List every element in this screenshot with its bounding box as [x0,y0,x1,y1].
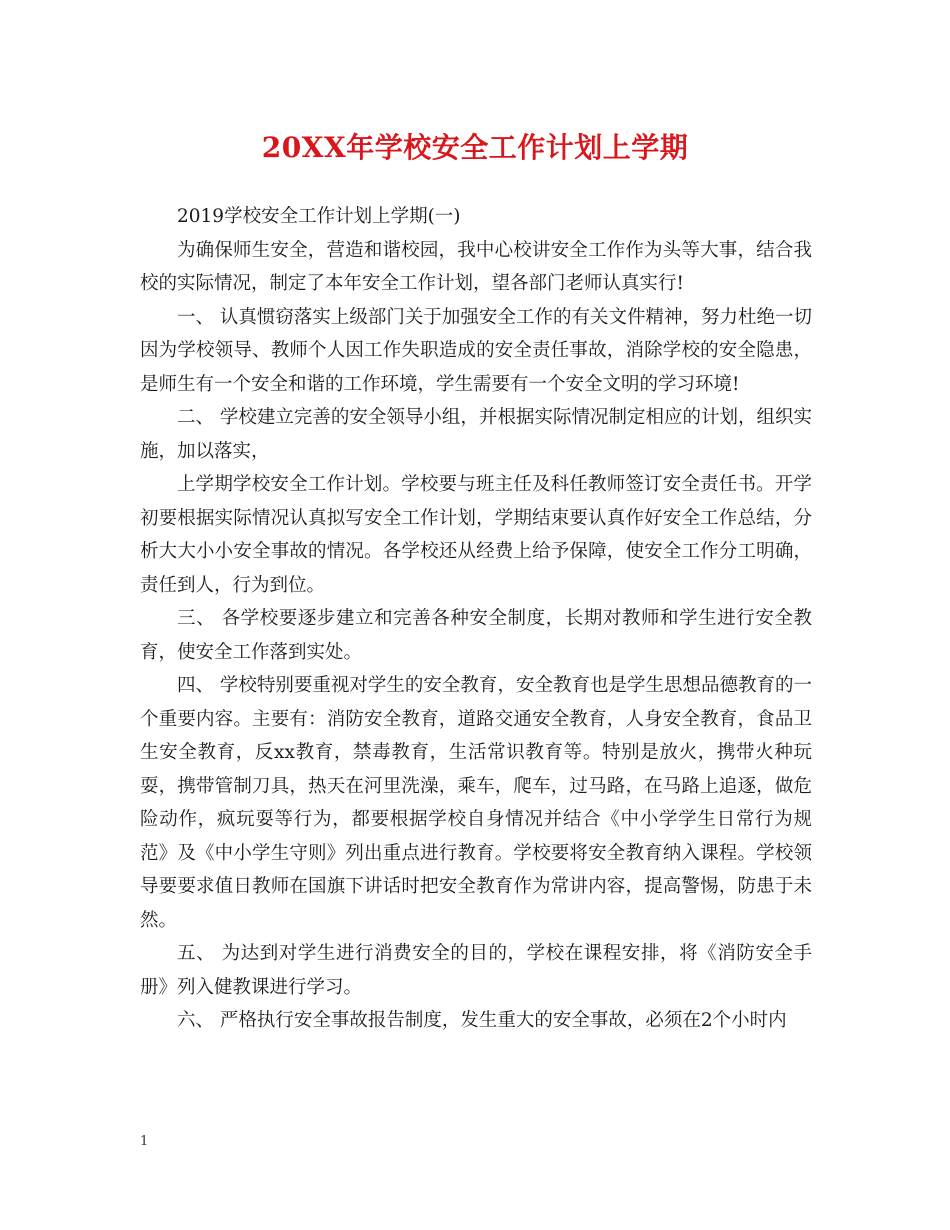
paragraph-item-5: 五、 为达到对学生进行消费安全的目的，学校在课程安排，将《消防安全手册》列入健教课进行学习。 [140,943,812,998]
paragraph-item-1: 一、 认真惯窃落实上级部门关于加强安全工作的有关文件精神，努力杜绝一切因为学校领导、教师个人因工作失职造成的安全责任事故，消除学校的安全隐患，是师生有一个安全和谐的工作环境，学生需要有一个安全文明的学习环境! [140,306,812,395]
document-title: 20XX年学校安全工作计划上学期 [261,131,689,164]
page-number: 1 [140,1134,149,1149]
paragraph-item-2-detail: 上学期学校安全工作计划。学校要与班主任及科任教师签订安全责任书。开学初要根据实际情况认真拟写安全工作计划，学期结束要认真作好安全工作总结，分析大大小小安全事故的情况。各学校还从经费上给予保障，使安全工作分工明确，责任到人，行为到位。 [140,474,812,596]
paragraph-item-2: 二、 学校建立完善的安全领导小组，并根据实际情况制定相应的计划，组织实施，加以落实， [140,407,812,462]
document-body [140,200,812,1038]
paragraph-subtitle: 2019学校安全工作计划上学期(一) [177,206,461,227]
paragraph-item-4: 四、 学校特别要重视对学生的安全教育，安全教育也是学生思想品德教育的一个重要内容。主要有：消防安全教育，道路交通安全教育，人身安全教育，食品卫生安全教育，反xx教育，禁毒教育，生活常识教育等。特别是放火，携带火种玩耍，携带管制刀具，热天在河里洗澡，乘车，爬车，过马路，在马路上追逐，做危险动作，疯玩耍等行为，都要根据学校自身情况并结合《中小学学生日常行为规范》及《中小学生守则》列出重点进行教育。学校要将安全教育纳入课程。学校领导要要求值日教师在国旗下讲话时把安全教育作为常讲内容，提高警惕，防患于未然。 [140,675,812,931]
paragraph-item-3: 三、 各学校要逐步建立和完善各种安全制度，长期对教师和学生进行安全教育，使安全工作落到实处。 [140,608,812,663]
paragraph-intro: 为确保师生安全，营造和谐校园，我中心校讲安全工作作为头等大事，结合我校的实际情况，制定了本年安全工作计划，望各部门老师认真实行! [140,239,812,294]
paragraph-item-6: 六、 严格执行安全事故报告制度，发生重大的安全事故，必须在2个小时内 [177,1010,787,1031]
